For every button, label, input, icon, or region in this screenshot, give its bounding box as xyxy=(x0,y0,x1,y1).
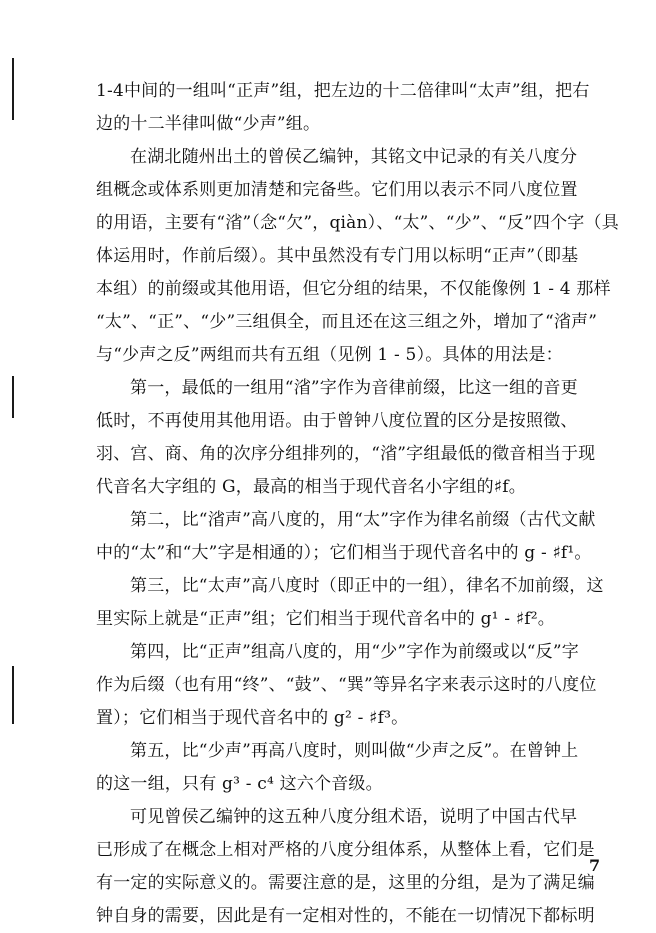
text-line: 体运用时，作前后缀）。其中虽然没有专门用以标明“正声”（即基 xyxy=(96,246,579,266)
text-line: 与“少声之反”两组而共有五组（见例 1 - 5）。具体的用法是： xyxy=(96,345,563,365)
text-line: “太”、“正”、“少”三组俱全，而且还在这三组之外，增加了“渻声” xyxy=(96,312,598,332)
scan-edge-mark xyxy=(12,376,14,418)
body-text xyxy=(96,75,619,933)
text-line: 有一定的实际意义的。需要注意的是，这里的分组，是为了满足编 xyxy=(96,873,595,893)
text-line: 里实际上就是“正声”组；它们相当于现代音名中的 g¹ - ♯f²。 xyxy=(96,609,555,629)
text-line: 第三，比“太声”高八度时（即正中的一组），律名不加前缀，这 xyxy=(130,576,604,596)
scan-edge-mark xyxy=(12,666,14,724)
paragraph xyxy=(96,636,606,735)
paragraph xyxy=(96,801,606,933)
text-line: 第二，比“渻声”高八度的，用“太”字作为律名前缀（古代文献 xyxy=(130,510,596,530)
page-number: 7 xyxy=(589,856,601,875)
text-line: 置）；它们相当于现代音名中的 g² - ♯f³。 xyxy=(96,708,409,728)
text-line: 羽、宫、商、角的次序分组排列的，“渻”字组最低的徵音相当于现 xyxy=(96,444,596,464)
text-line: 作为后缀（也有用“终”、“鼓”、“巽”等异名字来表示这时的八度位 xyxy=(96,675,597,695)
text-line: 钟自身的需要，因此是有一定相对性的，不能在一切情况下都标明 xyxy=(96,906,595,926)
text-line: 代音名大字组的 G，最高的相当于现代音名小字组的♯f。 xyxy=(96,477,526,497)
text-line: 边的十二半律叫做“少声”组。 xyxy=(96,114,321,134)
paragraph xyxy=(96,735,606,801)
text-line: 低时，不再使用其他用语。由于曾钟八度位置的区分是按照徵、 xyxy=(96,411,578,431)
text-line: 1-4中间的一组叫“正声”组，把左边的十二倍律叫“太声”组，把右 xyxy=(96,81,590,101)
text-line: 在湖北随州出土的曾侯乙编钟，其铭文中记录的有关八度分 xyxy=(130,147,578,167)
text-line: 的用语，主要有“渻”（念“欠”，qiàn）、“太”、“少”、“反”四个字（具 xyxy=(96,213,619,233)
paragraph xyxy=(96,570,606,636)
text-line: 中的“太”和“大”字是相通的）；它们相当于现代音名中的 g - ♯f¹。 xyxy=(96,543,592,563)
paragraph xyxy=(96,372,606,504)
text-line: 第五，比“少声”再高八度时，则叫做“少声之反”。在曾钟上 xyxy=(130,741,579,761)
text-line: 的这一组，只有 g³ - c⁴ 这六个音级。 xyxy=(96,774,383,794)
text-line: 本组）的前缀或其他用语，但它分组的结果，不仅能像例 1 - 4 那样 xyxy=(96,279,611,299)
text-line: 已形成了在概念上相对严格的八度分组体系，从整体上看，它们是 xyxy=(96,840,595,860)
paragraph xyxy=(96,504,606,570)
scan-edge-mark xyxy=(12,58,14,120)
text-line: 组概念或体系则更加清楚和完备些。它们用以表示不同八度位置 xyxy=(96,180,578,200)
text-line: 第四，比“正声”组高八度的，用“少”字作为前缀或以“反”字 xyxy=(130,642,579,662)
text-line: 第一，最低的一组用“渻”字作为音律前缀，比这一组的音更 xyxy=(130,378,578,398)
paragraph xyxy=(96,75,606,141)
paragraph xyxy=(96,141,619,372)
text-line: 可见曾侯乙编钟的这五种八度分组术语，说明了中国古代早 xyxy=(130,807,578,827)
